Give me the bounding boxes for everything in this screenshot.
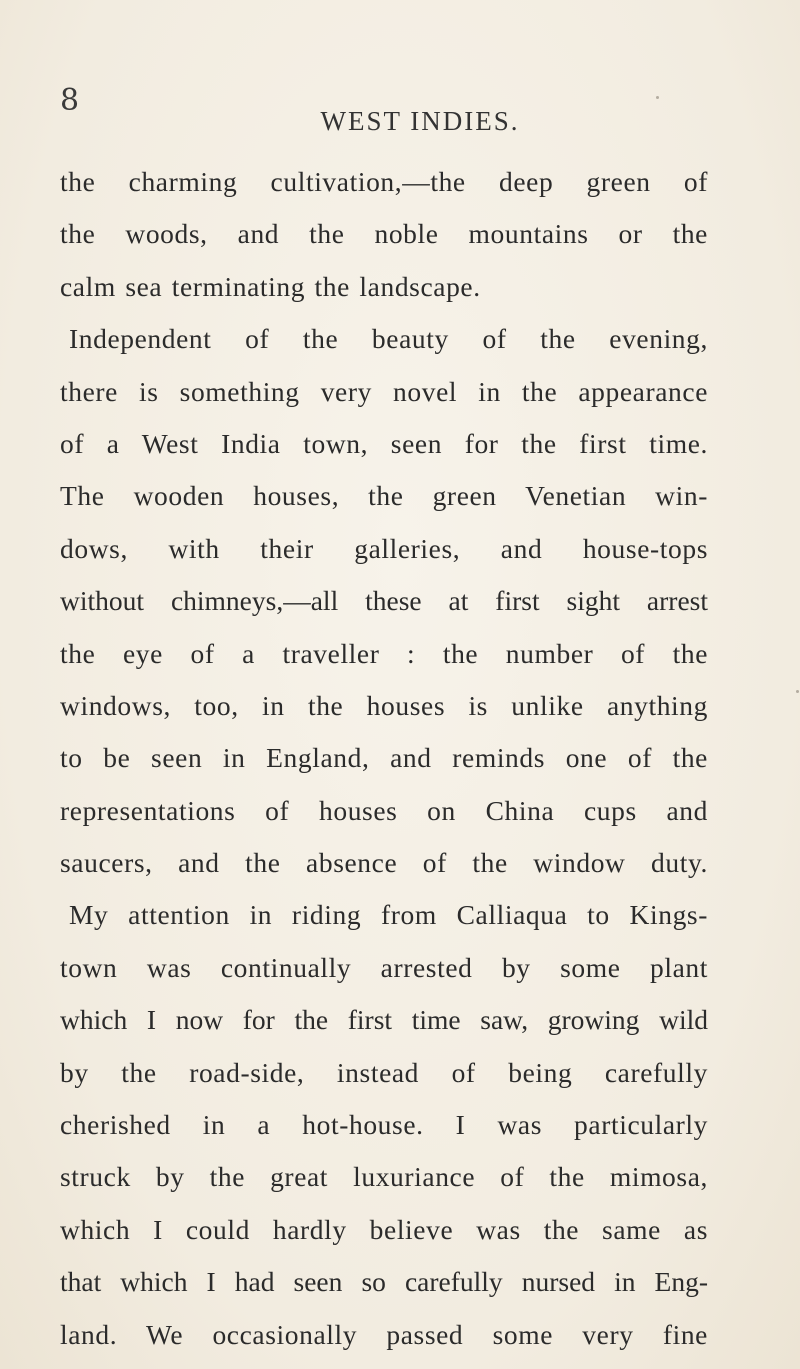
text-line: without chimneys,—all these at first sight arrest bbox=[60, 585, 708, 617]
text-line: which I now for the first time saw, growing wild bbox=[60, 1004, 708, 1036]
text-line: representations of houses on China cups and bbox=[60, 794, 708, 826]
text-line: of a West India town, seen for the first time. bbox=[60, 427, 708, 459]
text-line: town was continually arrested by some plant bbox=[60, 951, 708, 983]
text-line: land. We occasionally passed some very fine bbox=[60, 1318, 708, 1350]
running-head: WEST INDIES. bbox=[320, 106, 520, 136]
text-line: by the road-side, instead of being carefully bbox=[60, 1056, 708, 1088]
text-line: that which I had seen so carefully nursed in Eng- bbox=[60, 1266, 708, 1298]
text-line: struck by the great luxuriance of the mimosa, bbox=[60, 1161, 708, 1193]
text-line: calm sea terminating the landscape. bbox=[60, 270, 481, 302]
page-number: 8 bbox=[60, 83, 80, 118]
paper-speck bbox=[796, 690, 799, 693]
text-line: The wooden houses, the green Venetian win- bbox=[60, 480, 708, 512]
paper-speck bbox=[656, 96, 659, 99]
text-line: the woods, and the noble mountains or the bbox=[60, 218, 708, 250]
text-line: the charming cultivation,—the deep green of bbox=[60, 166, 708, 197]
body-text bbox=[60, 156, 708, 1361]
text-line: Independent of the beauty of the evening, bbox=[69, 323, 708, 355]
text-line: which I could hardly believe was the same as bbox=[60, 1213, 708, 1245]
text-line: saucers, and the absence of the window duty. bbox=[60, 847, 708, 879]
text-line: windows, too, in the houses is unlike anything bbox=[60, 689, 708, 721]
text-line: dows, with their galleries, and house-tops bbox=[60, 532, 708, 564]
text-line: there is something very novel in the appearance bbox=[60, 375, 708, 407]
text-line: My attention in riding from Calliaqua to Kings- bbox=[69, 899, 708, 931]
text-line: the eye of a traveller : the number of the bbox=[60, 637, 708, 669]
text-line: to be seen in England, and reminds one of the bbox=[60, 742, 708, 774]
text-line: cherished in a hot-house. I was particularly bbox=[60, 1109, 708, 1141]
